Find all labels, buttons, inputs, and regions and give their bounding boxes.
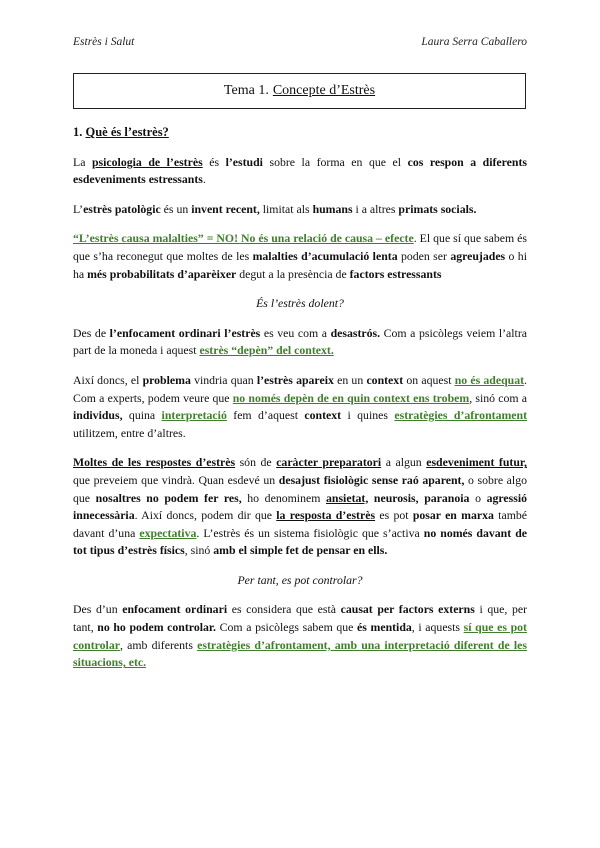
- text-run: on aquest: [403, 372, 455, 387]
- text-run: utilitzem, entre d’altres.: [73, 425, 186, 440]
- text-run: La: [73, 154, 92, 169]
- bold-run: context: [304, 408, 342, 423]
- highlight-run: estratègies d’afrontament, amb una interpretació diferent de les situacions, etc.: [73, 637, 527, 670]
- text-run: són de: [235, 455, 277, 470]
- text-run: . El que sí que sabem és que s’ha reconegut que moltes de les: [73, 231, 527, 263]
- text-run: , sinó com a: [469, 390, 527, 405]
- bold-run: primats socials.: [398, 201, 477, 216]
- text-run: es pot: [375, 508, 413, 523]
- bold-underlined-run: psicologia de l’estrès: [91, 154, 203, 169]
- bold-run: problema: [142, 372, 191, 387]
- header-subject: Estrès i Salut: [73, 36, 135, 48]
- section-number: 1.: [73, 125, 83, 139]
- bold-run: cos respon a diferents esdeveniments estressants: [73, 154, 527, 187]
- text-run: o sobre algo que: [73, 472, 527, 505]
- paragraph-6: [73, 454, 527, 560]
- text-run: , amb diferents: [119, 637, 198, 652]
- bold-underlined-run: la resposta d’estrès: [276, 508, 376, 523]
- bold-run: enfocament ordinari: [122, 602, 228, 617]
- bold-run: neurosis, paranoia: [373, 490, 470, 505]
- bold-run: desajust fisiològic sense raó aparent,: [278, 472, 465, 487]
- paragraph-3: [73, 230, 527, 283]
- text-run: Així doncs, el: [73, 372, 143, 387]
- title-text: Concepte d’Estrès: [272, 83, 376, 98]
- text-run: Des de: [73, 325, 110, 340]
- bold-run: individus,: [73, 408, 123, 423]
- text-run: , i aquests: [411, 620, 464, 635]
- text-run: o: [469, 490, 487, 505]
- subheading-1: És l’estrès dolent?: [256, 296, 344, 311]
- text-run: Des d’un: [73, 602, 123, 617]
- bold-run: l’enfocament ordinari l’estrès: [109, 325, 261, 340]
- bold-run: l’estrès apareix: [256, 372, 334, 387]
- text-run: Com a psicòlegs sabem que: [216, 620, 358, 635]
- text-run: limitat als: [259, 201, 313, 216]
- text-run: sobre la forma en que el: [262, 154, 408, 169]
- bold-underlined-run: caràcter preparatori: [276, 455, 382, 470]
- text-run: en un: [333, 372, 367, 387]
- bold-run: estrès patològic: [83, 201, 161, 216]
- highlight-run: expectativa: [139, 525, 197, 540]
- highlight-run: no és adequat: [454, 372, 525, 387]
- text-run: o hi ha: [73, 248, 527, 281]
- subheading-2: Per tant, es pot controlar?: [237, 572, 363, 587]
- bold-underlined-run: ansietat,: [326, 490, 369, 505]
- text-run: i a altres: [352, 201, 399, 216]
- text-run: . Així doncs, podem dir que: [134, 508, 277, 523]
- text-run: també davant d’una: [73, 508, 528, 540]
- header-author: Laura Serra Caballero: [421, 36, 527, 48]
- bold-run: l’estudi: [225, 154, 263, 169]
- title-prefix: Tema 1.: [223, 83, 269, 98]
- bold-run: causat per factors externs: [340, 602, 475, 617]
- bold-underlined-run: Moltes de les respostes d’estrès: [73, 455, 236, 470]
- highlight-run: “L’estrès causa malalties” = NO! No és una relació de causa – efecte: [73, 231, 414, 246]
- text-run: Com a psicòlegs veiem l’altra part de la moneda i aquest: [73, 325, 527, 358]
- text-run: L’: [73, 201, 84, 216]
- bold-run: no ho podem controlar.: [97, 620, 216, 635]
- text-run: . L’estrès és un sistema fisiològic que s’activa: [196, 525, 424, 540]
- text-run: degut a la presència de: [236, 266, 350, 281]
- paragraph-4: [73, 325, 527, 360]
- text-run: es considera que està: [227, 602, 341, 617]
- highlight-run: interpretació: [161, 408, 227, 423]
- text-run: que preveiem que vindrà. Quan esdevé un: [73, 472, 279, 487]
- text-run: i que, per tant,: [73, 602, 528, 635]
- bold-run: desastrós.: [330, 325, 381, 340]
- document-body: [73, 124, 527, 684]
- highlight-run: no només depèn de en quin context ens trobem: [232, 390, 470, 405]
- text-run: es veu com a: [260, 325, 331, 340]
- text-run: a algun: [381, 455, 427, 470]
- text-run: ho denominem: [241, 490, 326, 505]
- text-run: . Com a experts, podem veure que: [73, 372, 527, 405]
- bold-run: nosaltres no podem fer res,: [95, 490, 242, 505]
- text-run: quina: [122, 408, 162, 423]
- bold-run: humans: [312, 201, 353, 216]
- highlight-run: sí que es pot controlar: [73, 620, 527, 652]
- bold-run: amb el simple fet de pensar en ells.: [213, 543, 388, 558]
- paragraph-1: [73, 154, 527, 189]
- bold-run: invent recent,: [191, 201, 260, 216]
- text-run: i quines: [341, 408, 395, 423]
- text-run: és: [202, 154, 226, 169]
- section-heading-text: Què és l’estrès?: [85, 125, 169, 139]
- text-run: fem d’aquest: [226, 408, 305, 423]
- bold-run: no només davant de tot tipus d’estrès físics: [73, 525, 527, 558]
- bold-run: més probabilitats d’aparèixer: [87, 266, 237, 281]
- text-run: vindria quan: [190, 372, 257, 387]
- bold-run: factors estressants: [349, 266, 442, 281]
- highlight-run: estratègies d’afrontament: [394, 408, 528, 423]
- text-run: poden ser: [397, 248, 451, 263]
- text-run: és un: [160, 201, 192, 216]
- highlight-run: estrès “depèn” del context.: [199, 343, 334, 358]
- bold-run: malalties d’acumulació lenta: [252, 248, 398, 263]
- paragraph-7: [73, 601, 527, 671]
- title-box: [73, 73, 526, 109]
- bold-run: context: [366, 372, 404, 387]
- bold-run: és mentida: [357, 620, 412, 635]
- bold-run: agressió innecessària: [73, 490, 528, 523]
- bold-underlined-run: esdeveniment futur,: [426, 455, 527, 470]
- paragraph-5: [73, 372, 527, 442]
- section-heading: [73, 124, 527, 142]
- bold-run: posar en marxa: [412, 508, 494, 523]
- text-run: , sinó: [184, 543, 214, 558]
- paragraph-2: [73, 201, 527, 219]
- text-run: .: [202, 172, 206, 187]
- bold-run: agreujades: [450, 248, 506, 263]
